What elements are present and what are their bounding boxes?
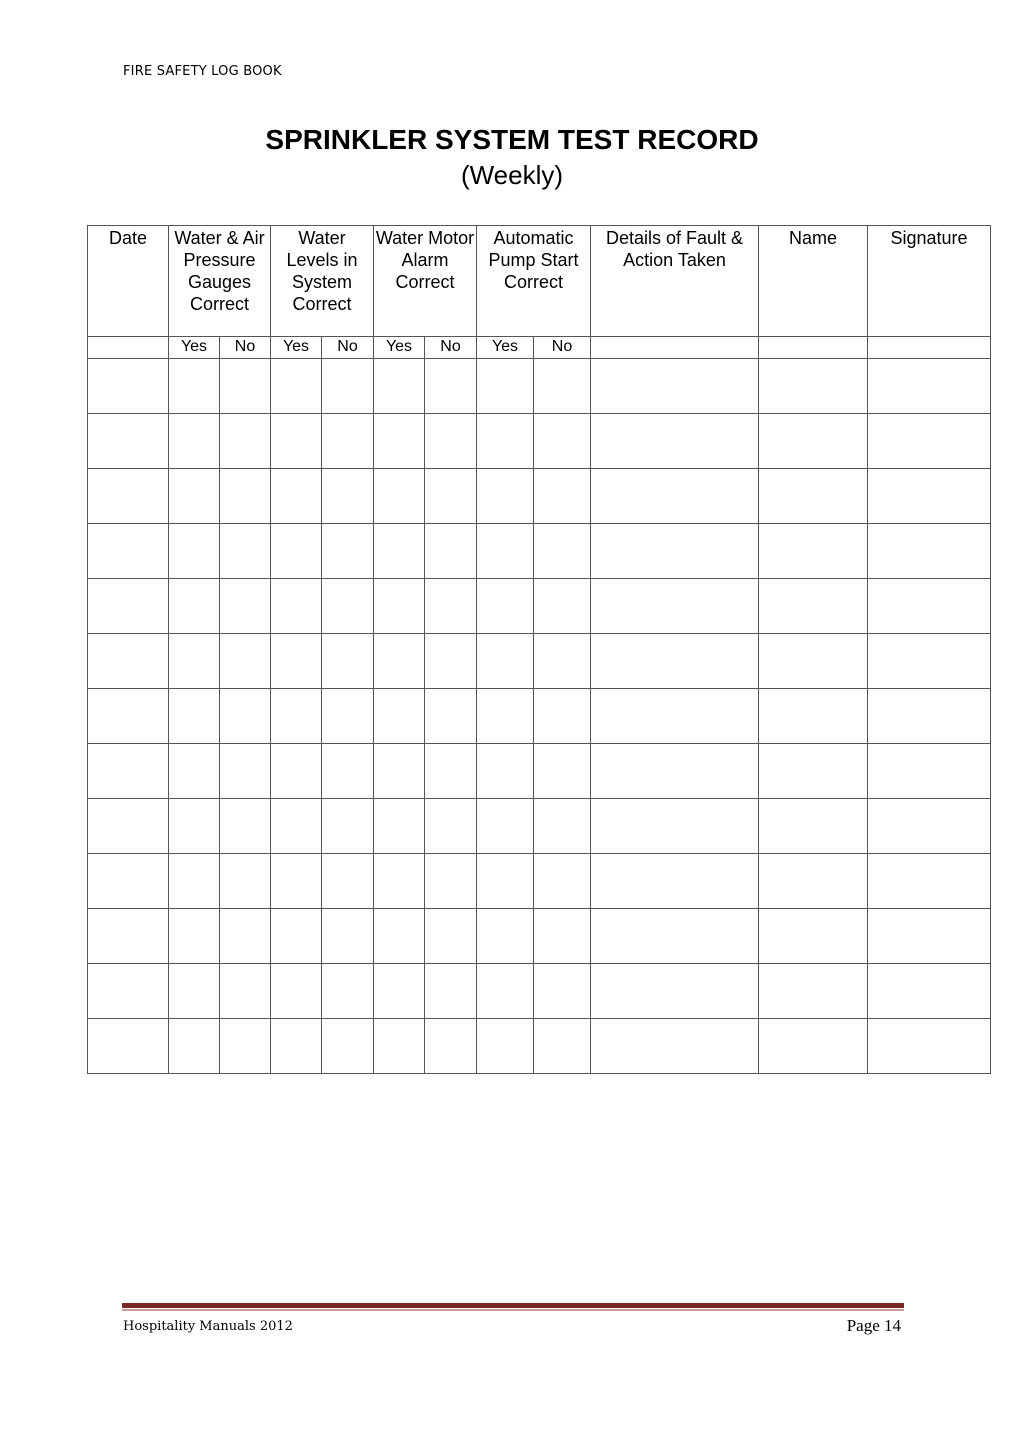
cell-pump-yes[interactable] [477,1019,534,1074]
cell-levels-no[interactable] [322,689,374,744]
cell-pump-yes[interactable] [477,634,534,689]
cell-levels-no[interactable] [322,579,374,634]
cell-details[interactable] [591,909,759,964]
cell-levels-yes[interactable] [271,579,322,634]
cell-motor-yes[interactable] [374,964,425,1019]
cell-pump-no[interactable] [534,414,591,469]
header-motor-alarm: Water Motor Alarm Correct [374,226,477,337]
cell-pressure-yes[interactable] [169,854,220,909]
subheader-no: No [322,337,374,359]
cell-details[interactable] [591,359,759,414]
cell-date[interactable] [88,414,169,469]
cell-motor-yes[interactable] [374,469,425,524]
cell-levels-no[interactable] [322,414,374,469]
cell-details[interactable] [591,524,759,579]
table-row [88,964,991,1019]
footer-rule-shadow [122,1309,904,1311]
cell-levels-yes[interactable] [271,799,322,854]
cell-pressure-no[interactable] [220,469,271,524]
cell-pump-yes[interactable] [477,689,534,744]
subheader-empty [591,337,759,359]
cell-pump-yes[interactable] [477,579,534,634]
cell-details[interactable] [591,964,759,1019]
cell-pressure-no[interactable] [220,1019,271,1074]
cell-name[interactable] [759,799,868,854]
page-number: Page 14 [846,1316,901,1335]
cell-levels-yes[interactable] [271,854,322,909]
cell-pressure-no[interactable] [220,964,271,1019]
cell-date[interactable] [88,689,169,744]
table-row [88,689,991,744]
cell-levels-yes[interactable] [271,744,322,799]
cell-motor-no[interactable] [425,689,477,744]
cell-pressure-yes[interactable] [169,524,220,579]
cell-motor-yes[interactable] [374,744,425,799]
cell-levels-no[interactable] [322,854,374,909]
cell-levels-no[interactable] [322,359,374,414]
cell-motor-yes[interactable] [374,359,425,414]
cell-levels-no[interactable] [322,469,374,524]
cell-motor-yes[interactable] [374,689,425,744]
cell-date[interactable] [88,524,169,579]
cell-details[interactable] [591,634,759,689]
cell-pressure-no[interactable] [220,909,271,964]
cell-pump-yes[interactable] [477,414,534,469]
header-pressure-gauges: Water & Air Pressure Gauges Correct [169,226,271,337]
header-date: Date [88,226,169,337]
cell-pump-no[interactable] [534,689,591,744]
subheader-yes: Yes [477,337,534,359]
header-pump-start: Automatic Pump Start Correct [477,226,591,337]
cell-pressure-no[interactable] [220,744,271,799]
cell-date[interactable] [88,744,169,799]
cell-signature[interactable] [868,854,991,909]
cell-motor-no[interactable] [425,634,477,689]
cell-name[interactable] [759,524,868,579]
cell-motor-no[interactable] [425,359,477,414]
cell-motor-yes[interactable] [374,414,425,469]
cell-motor-no[interactable] [425,579,477,634]
subheader-empty [759,337,868,359]
subheader-empty [868,337,991,359]
cell-pump-yes[interactable] [477,744,534,799]
cell-pressure-yes[interactable] [169,909,220,964]
cell-pressure-no[interactable] [220,524,271,579]
table-row [88,744,991,799]
cell-name[interactable] [759,1019,868,1074]
subheader-no: No [220,337,271,359]
cell-signature[interactable] [868,1019,991,1074]
cell-pump-no[interactable] [534,799,591,854]
table-body [88,359,991,1074]
cell-details[interactable] [591,689,759,744]
header-fault-details: Details of Fault & Action Taken [591,226,759,337]
header-signature: Signature [868,226,991,337]
cell-motor-no[interactable] [425,414,477,469]
cell-date[interactable] [88,799,169,854]
cell-pressure-yes[interactable] [169,414,220,469]
table-row [88,634,991,689]
cell-pressure-yes[interactable] [169,744,220,799]
cell-motor-yes[interactable] [374,579,425,634]
table-row [88,854,991,909]
cell-pump-no[interactable] [534,524,591,579]
cell-date[interactable] [88,909,169,964]
cell-levels-no[interactable] [322,909,374,964]
cell-levels-no[interactable] [322,799,374,854]
cell-pressure-no[interactable] [220,799,271,854]
cell-levels-no[interactable] [322,744,374,799]
cell-levels-yes[interactable] [271,909,322,964]
subheader-no: No [534,337,591,359]
cell-date[interactable] [88,1019,169,1074]
footer-publisher: Hospitality Manuals 2012 [123,1319,293,1334]
cell-signature[interactable] [868,634,991,689]
cell-date[interactable] [88,634,169,689]
cell-signature[interactable] [868,799,991,854]
cell-motor-yes[interactable] [374,909,425,964]
cell-pump-yes[interactable] [477,524,534,579]
table-row [88,524,991,579]
subheader-empty [88,337,169,359]
table-row [88,414,991,469]
form-title: SPRINKLER SYSTEM TEST RECORD [265,124,759,155]
cell-pressure-no[interactable] [220,689,271,744]
cell-pressure-no[interactable] [220,634,271,689]
cell-motor-no[interactable] [425,909,477,964]
cell-motor-yes[interactable] [374,1019,425,1074]
cell-motor-no[interactable] [425,469,477,524]
cell-details[interactable] [591,1019,759,1074]
cell-pressure-yes[interactable] [169,1019,220,1074]
cell-motor-yes[interactable] [374,524,425,579]
cell-pressure-no[interactable] [220,359,271,414]
header-name: Name [759,226,868,337]
cell-pressure-yes[interactable] [169,359,220,414]
cell-pump-no[interactable] [534,909,591,964]
cell-levels-no[interactable] [322,634,374,689]
cell-pressure-yes[interactable] [169,964,220,1019]
cell-name[interactable] [759,964,868,1019]
footer-rule [122,1303,904,1308]
subheader-yes: Yes [271,337,322,359]
cell-pump-yes[interactable] [477,799,534,854]
cell-pump-no[interactable] [534,854,591,909]
cell-motor-yes[interactable] [374,634,425,689]
cell-pump-yes[interactable] [477,854,534,909]
cell-pressure-yes[interactable] [169,469,220,524]
cell-motor-yes[interactable] [374,799,425,854]
table-row [88,799,991,854]
subheader-no: No [425,337,477,359]
cell-pressure-yes[interactable] [169,579,220,634]
cell-levels-yes[interactable] [271,414,322,469]
cell-pressure-yes[interactable] [169,634,220,689]
cell-motor-no[interactable] [425,854,477,909]
cell-signature[interactable] [868,524,991,579]
cell-pump-no[interactable] [534,1019,591,1074]
cell-signature[interactable] [868,579,991,634]
cell-details[interactable] [591,469,759,524]
cell-date[interactable] [88,359,169,414]
cell-pump-no[interactable] [534,964,591,1019]
cell-levels-yes[interactable] [271,469,322,524]
cell-motor-no[interactable] [425,964,477,1019]
cell-levels-yes[interactable] [271,524,322,579]
cell-details[interactable] [591,414,759,469]
cell-pump-no[interactable] [534,744,591,799]
cell-date[interactable] [88,469,169,524]
cell-name[interactable] [759,579,868,634]
cell-signature[interactable] [868,909,991,964]
cell-date[interactable] [88,579,169,634]
cell-name[interactable] [759,909,868,964]
cell-pressure-no[interactable] [220,414,271,469]
subheader-yes: Yes [169,337,220,359]
header-water-levels: Water Levels in System Correct [271,226,374,337]
cell-date[interactable] [88,964,169,1019]
cell-pump-no[interactable] [534,634,591,689]
cell-details[interactable] [591,744,759,799]
cell-name[interactable] [759,744,868,799]
cell-pump-no[interactable] [534,469,591,524]
cell-name[interactable] [759,634,868,689]
cell-pump-yes[interactable] [477,469,534,524]
cell-levels-yes[interactable] [271,1019,322,1074]
cell-pump-yes[interactable] [477,359,534,414]
cell-pressure-yes[interactable] [169,689,220,744]
cell-pressure-no[interactable] [220,854,271,909]
cell-levels-yes[interactable] [271,964,322,1019]
cell-levels-yes[interactable] [271,634,322,689]
cell-levels-yes[interactable] [271,359,322,414]
cell-name[interactable] [759,689,868,744]
cell-motor-no[interactable] [425,744,477,799]
cell-signature[interactable] [868,359,991,414]
table-row [88,469,991,524]
cell-pump-yes[interactable] [477,964,534,1019]
cell-signature[interactable] [868,689,991,744]
sprinkler-test-table [87,225,991,1074]
table-row [88,579,991,634]
form-subtitle: (Weekly) [460,160,564,190]
cell-date[interactable] [88,854,169,909]
cell-signature[interactable] [868,964,991,1019]
cell-motor-no[interactable] [425,799,477,854]
cell-levels-no[interactable] [322,524,374,579]
cell-details[interactable] [591,579,759,634]
subheader-yes: Yes [374,337,425,359]
cell-name[interactable] [759,359,868,414]
cell-pressure-no[interactable] [220,579,271,634]
cell-pump-yes[interactable] [477,909,534,964]
cell-details[interactable] [591,799,759,854]
cell-pump-no[interactable] [534,359,591,414]
cell-levels-yes[interactable] [271,689,322,744]
cell-motor-no[interactable] [425,1019,477,1074]
cell-levels-no[interactable] [322,1019,374,1074]
cell-name[interactable] [759,414,868,469]
table-row [88,1019,991,1074]
cell-name[interactable] [759,469,868,524]
cell-signature[interactable] [868,414,991,469]
cell-levels-no[interactable] [322,964,374,1019]
cell-pressure-yes[interactable] [169,799,220,854]
cell-details[interactable] [591,854,759,909]
cell-motor-no[interactable] [425,524,477,579]
cell-motor-yes[interactable] [374,854,425,909]
cell-signature[interactable] [868,469,991,524]
cell-signature[interactable] [868,744,991,799]
table-row [88,909,991,964]
table-row [88,359,991,414]
cell-pump-no[interactable] [534,579,591,634]
cell-name[interactable] [759,854,868,909]
running-header: FIRE SAFETY LOG BOOK [123,64,282,79]
